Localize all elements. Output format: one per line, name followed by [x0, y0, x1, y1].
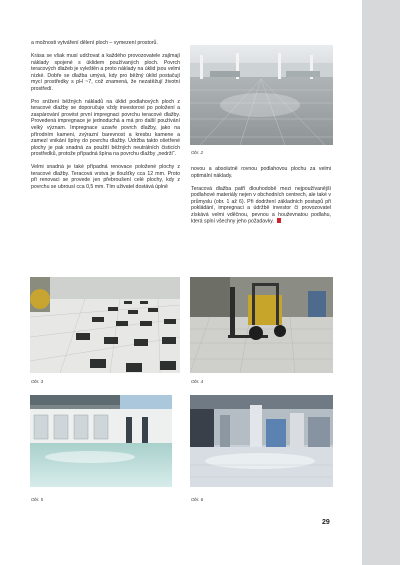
paragraph: Krása se však musí udržovat a každého provozovatele zajímají náklady spojené s úklidem používaných ploch. Povrch teracových dlažeb je vyleštěn a proto náklady na úklid jsou velmi nízké. Dobře se dlažba umývá, kdy pro běžný úklid postačují mycí prostředky s pH ~7, což znamená, že nezatěžují životní prostředí.: [31, 53, 180, 92]
caption-obr4: Obr. 4: [191, 379, 204, 384]
paragraph: Velmi snadná je také případná renovace položené plochy z teracové dlažby. Teracová vrstva je tloušťky cca 12 mm. Proto při renovaci se provede jen přebroušení celé plochy, kdy z povrchu se ubrousí cca 0,5 mm. Tím uživatel dostává úplně: [31, 164, 180, 190]
page-side-band: [362, 0, 400, 565]
photo-obr6: [190, 395, 333, 487]
photo-obr4: [190, 277, 333, 373]
caption-obr3: Obr. 3: [31, 379, 44, 384]
photo-obr2: [190, 45, 333, 145]
end-of-article-mark: [277, 218, 282, 223]
right-text-column: [191, 166, 331, 225]
paragraph: novou a absolutně rovnou podlahovou plochu za velmi optimální náklady.: [191, 166, 331, 179]
caption-obr6: Obr. 6: [191, 497, 204, 502]
photo-obr5: [30, 395, 172, 487]
caption-obr5: Obr. 5: [31, 497, 44, 502]
paragraph-last: Teracová dlažba patří dlouhodobě mezi nejpoužívanější podlahové materiály nejen v obchodních centrech, ale také v průmyslu (obr. 1 až 6). Při dodržení základních postupů při pokládání, impregnaci a údržbě investor či provozovatel získává velmi vděčnou, pevnou a houževnatou podlahu, která splní všechny jeho požadavky.: [191, 185, 331, 225]
photo-obr3: [30, 277, 180, 373]
caption-obr2: Obr. 2: [191, 150, 204, 155]
paragraph: Pro snížení běžných nákladů na úklid podlahových ploch z teracové dlažby se doporučuje vždy investorovi po položení a zaspárování provést první impregnaci povrchu teracové dlažby. Provedená impregnace je jednoduchá a má pro další používání velký význam. Impregnace uzavře povrch dlažby, jako na přírodním kameni, zvýrazní barevnost a kresbu kamene a zamezí vnikání špíny do povrchu dlažby. Údržba takto ošetřené plochy je pak snadná za použití běžných neutrálních čisticích prostředků, protože případná špína na povrchu dlažby „nedrží“.: [31, 98, 180, 158]
page-number: 29: [322, 519, 330, 526]
paragraph: a možnosti vytváření dělení ploch – vymezení prostorů.: [31, 40, 158, 46]
left-text-column: [31, 40, 180, 190]
